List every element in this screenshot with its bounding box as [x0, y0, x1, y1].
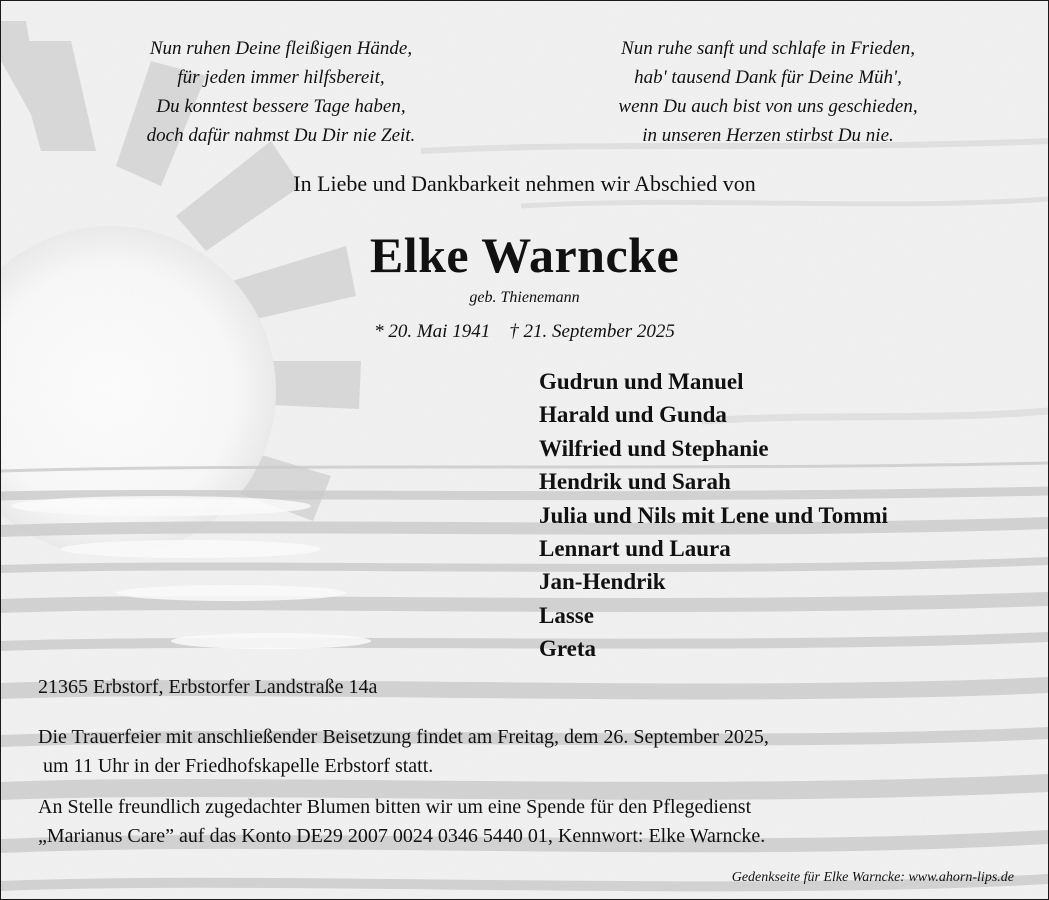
verse-line: Du konntest bessere Tage haben, — [156, 96, 406, 117]
mourner-entry: Gudrun und Manuel — [539, 369, 744, 394]
mourner-entry: Hendrik und Sarah — [539, 469, 731, 495]
mourner-entry: Jan-Hendrik — [539, 569, 666, 595]
deceased-name: Elke Warncke — [369, 227, 680, 283]
verse-right — [558, 34, 978, 150]
mourner-entry: Greta — [539, 636, 597, 662]
verse-left — [71, 34, 491, 150]
ceremony-line: um 11 Uhr in der Friedhofskapelle Erbstorf statt. — [38, 755, 434, 777]
ceremony-line: Die Trauerfeier mit anschließender Beisetzung findet am Freitag, dem 26. September 2025, — [38, 726, 769, 748]
donation-line: An Stelle freundlich zugedachter Blumen bitten wir um eine Spende für den Pflegedienst — [38, 796, 752, 818]
notice-content — [1, 1, 1048, 899]
mourner-entry: Harald und Gunda — [539, 402, 727, 428]
mourner-entry: Lennart und Laura — [539, 536, 731, 562]
memorial-page-link[interactable]: Gedenkseite für Elke Warncke: www.ahorn-lips.de — [731, 870, 1014, 885]
family-address: 21365 Erbstorf, Erbstorfer Landstraße 14a — [38, 676, 378, 698]
verse-line: doch dafür nahmst Du Dir nie Zeit. — [146, 125, 416, 146]
verse-line: Nun ruhen Deine fleißigen Hände, — [149, 38, 413, 59]
mourner-entry: Lasse — [539, 602, 594, 628]
verse-line: Nun ruhe sanft und schlafe in Frieden, — [621, 38, 915, 59]
mourner-entry: Wilfried und Stephanie — [539, 435, 769, 461]
intro-line: In Liebe und Dankbarkeit nehmen wir Abschied von — [293, 171, 756, 196]
mourner-entry: Julia und Nils mit Lene und Tommi — [539, 502, 888, 528]
birth-name: geb. Thienemann — [469, 289, 580, 306]
verse-line: hab' tausend Dank für Deine Müh', — [634, 67, 902, 88]
ceremony-info — [38, 723, 1028, 781]
verse-line: in unseren Herzen stirbst Du nie. — [642, 125, 894, 146]
mourners-list — [539, 365, 1039, 666]
verse-line: wenn Du auch bist von uns geschieden, — [618, 96, 918, 117]
donation-info — [38, 793, 1028, 851]
donation-line: „Marianus Care” auf das Konto DE29 2007 0024 0346 5440 01, Kennwort: Elke Warncke. — [38, 825, 766, 847]
life-dates: * 20. Mai 1941 † 21. September 2025 — [374, 321, 675, 342]
verse-line: für jeden immer hilfsbereit, — [177, 67, 385, 88]
